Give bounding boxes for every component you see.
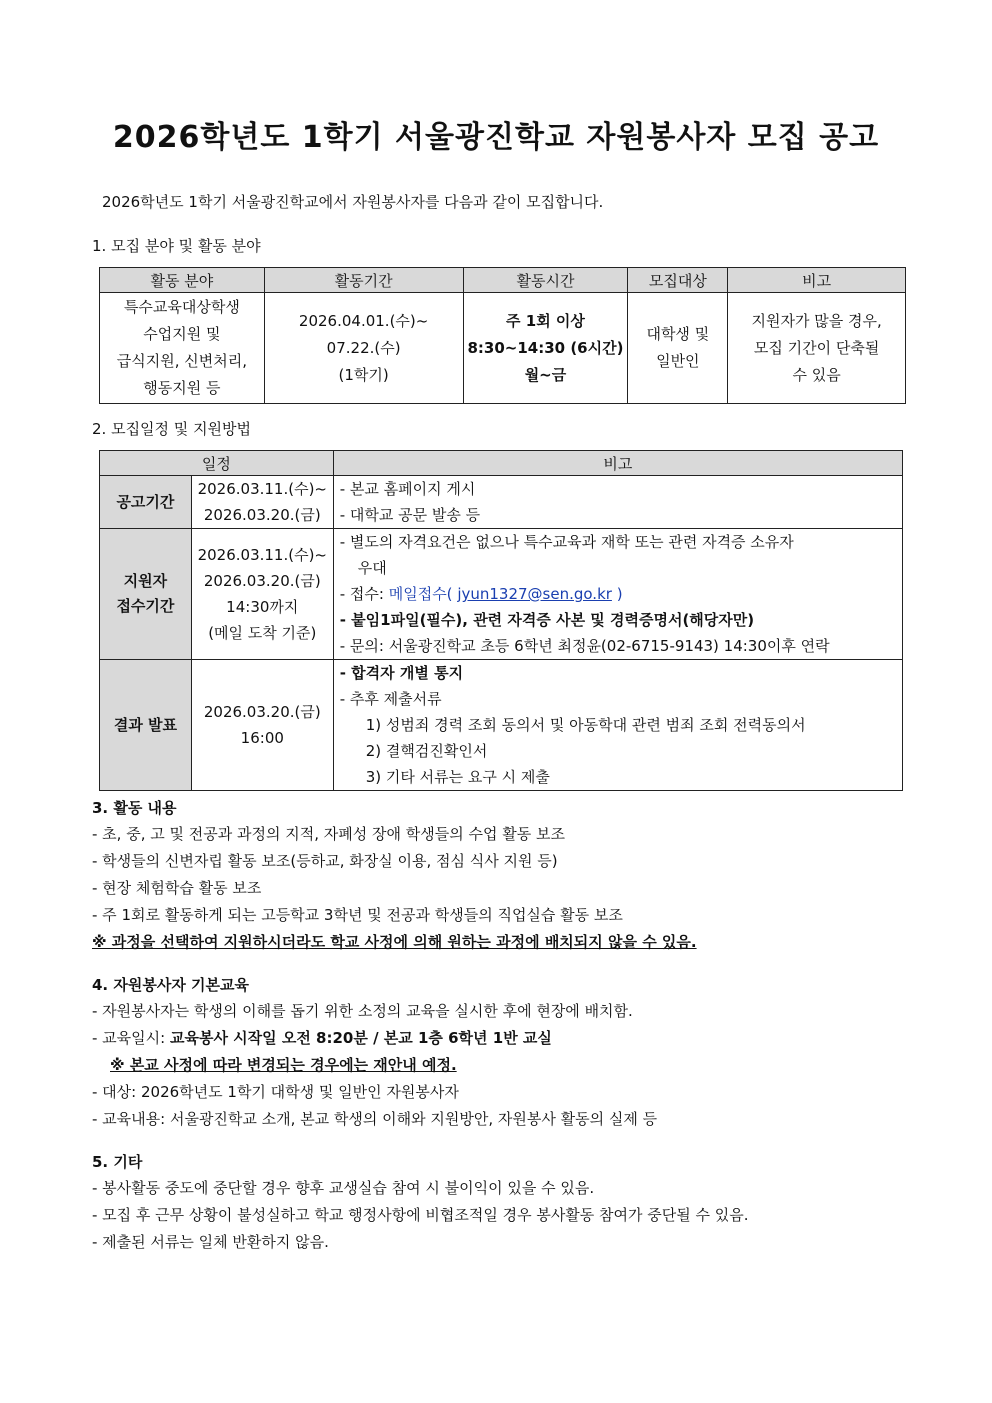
row-label-result: 결과 발표 [100, 660, 192, 791]
training-schedule-line: - 교육일시: 교육봉사 시작일 오전 8:20분 / 본교 1층 6학년 1반 교실 [92, 1029, 552, 1047]
cell-time: 주 1회 이상 8:30~14:30 (6시간) 월~금 [463, 293, 628, 404]
etc-item: - 제출된 서류는 일체 반환하지 않음. [92, 1233, 329, 1251]
application-dates: 2026.03.11.(수)~ 2026.03.20.(금) 14:30까지 (메일 도착 기준) [191, 529, 333, 660]
row-label-announcement: 공고기간 [100, 476, 192, 529]
schedule-table [99, 450, 903, 791]
activity-item: - 현장 체험학습 활동 보조 [92, 879, 262, 897]
page-title: 2026학년도 1학기 서울광진학교 자원봉사자 모집 공고 [112, 120, 880, 155]
col-header-note: 비고 [728, 268, 906, 293]
training-line: - 자원봉사자는 학생의 이해를 돕기 위한 소정의 교육을 실시한 후에 현장에 배치함. [92, 1002, 633, 1020]
announcement-notes: - 본교 홈페이지 게시 - 대학교 공문 발송 등 [333, 476, 902, 529]
section5-heading: 5. 기타 [92, 1153, 143, 1171]
announcement-dates: 2026.03.11.(수)~ 2026.03.20.(금) [191, 476, 333, 529]
section3-heading: 3. 활동 내용 [92, 799, 177, 817]
training-line: - 대상: 2026학년도 1학기 대학생 및 일반인 자원봉사자 [92, 1083, 459, 1101]
recruit-field-table [99, 267, 906, 404]
result-notes: - 합격자 개별 통지 - 추후 제출서류 1) 성범죄 경력 조회 동의서 및 아동학대 관련 범죄 조회 전력동의서 2) 결핵검진확인서 3) 기타 서류는 요구 시 제출 [333, 660, 902, 791]
col-header-remarks: 비고 [333, 451, 902, 476]
col-header-schedule: 일정 [100, 451, 334, 476]
intro-text: 2026학년도 1학기 서울광진학교에서 자원봉사자를 다음과 같이 모집합니다. [102, 193, 604, 211]
activity-item: - 초, 중, 고 및 전공과 과정의 지적, 자폐성 장애 학생들의 수업 활동 보조 [92, 825, 565, 843]
cell-period: 2026.04.01.(수)~ 07.22.(수) (1학기) [264, 293, 463, 404]
col-header-target: 모집대상 [628, 268, 728, 293]
section1-heading: 1. 모집 분야 및 활동 분야 [92, 237, 261, 255]
activity-item: - 주 1회로 활동하게 되는 고등학교 3학년 및 전공과 학생들의 직업실습 활동 보조 [92, 906, 623, 924]
cell-field: 특수교육대상학생 수업지원 및 급식지원, 신변처리, 행동지원 등 [100, 293, 265, 404]
col-header-period: 활동기간 [264, 268, 463, 293]
etc-item: - 봉사활동 중도에 중단할 경우 향후 교생실습 참여 시 불이익이 있을 수 있음. [92, 1179, 595, 1197]
cell-target: 대학생 및 일반인 [628, 293, 728, 404]
etc-item: - 모집 후 근무 상황이 불성실하고 학교 행정사항에 비협조적일 경우 봉사활동 참여가 중단될 수 있음. [92, 1206, 749, 1224]
col-header-field: 활동 분야 [100, 268, 265, 293]
application-notes: - 별도의 자격요건은 없으나 특수교육과 재학 또는 관련 자격증 소유자 우대 - 접수: 메일접수( jyun1327@sen.go.kr ) - 붙임1파일(필수), 관련 자격증 사본 및 경력증명서(해당자만) - 문의: 서울광진학교 초등 6학년 최정윤(02-6715-9143) 14:30이후 연락 [333, 529, 902, 660]
section2-heading: 2. 모집일정 및 지원방법 [92, 420, 252, 438]
training-notice: ※ 본교 사정에 따라 변경되는 경우에는 재안내 예정. [110, 1056, 457, 1074]
section4-heading: 4. 자원봉사자 기본교육 [92, 976, 249, 994]
activity-item: - 학생들의 신변자립 활동 보조(등하교, 화장실 이용, 점심 식사 지원 등) [92, 852, 558, 870]
training-line: - 교육내용: 서울광진학교 소개, 본교 학생의 이해와 지원방안, 자원봉사 활동의 실제 등 [92, 1110, 658, 1128]
row-label-application: 지원자 접수기간 [100, 529, 192, 660]
cell-note: 지원자가 많을 경우, 모집 기간이 단축될 수 있음 [728, 293, 906, 404]
activity-notice: ※ 과정을 선택하여 지원하시더라도 학교 사정에 의해 원하는 과정에 배치되지 않을 수 있음. [92, 933, 697, 951]
receipt-line: - 접수: 메일접수( jyun1327@sen.go.kr ) [339, 585, 623, 603]
email-link[interactable]: jyun1327@sen.go.kr [457, 585, 612, 603]
result-dates: 2026.03.20.(금) 16:00 [191, 660, 333, 791]
col-header-time: 활동시간 [463, 268, 628, 293]
